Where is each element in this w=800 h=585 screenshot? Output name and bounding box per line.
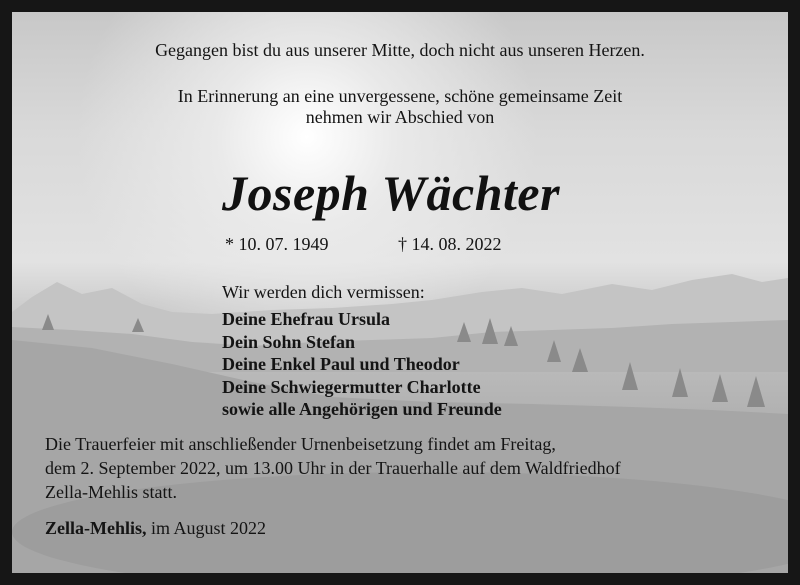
closing-place: Zella-Mehlis, <box>45 518 147 538</box>
mourner-entry: Dein Sohn Stefan <box>222 331 356 352</box>
closing-date: im August 2022 <box>151 518 267 538</box>
intro-line-2: nehmen wir Abschied von <box>305 107 495 127</box>
closing-line <box>45 518 266 539</box>
ceremony-line-3: Zella-Mehlis statt. <box>45 482 177 502</box>
ceremony-line-2: dem 2. September 2022, um 13.00 Uhr in der Trauerhalle auf dem Waldfriedhof <box>45 458 621 478</box>
intro-line-1: In Erinnerung an eine unvergessene, schöne gemeinsame Zeit <box>177 86 623 106</box>
miss-line: Wir werden dich vermissen: <box>222 282 425 302</box>
ceremony-details <box>45 432 621 504</box>
mourner-entry: Deine Schwiegermutter Charlotte <box>222 376 481 397</box>
birth-date: * 10. 07. 1949 <box>225 234 329 254</box>
ceremony-line-1: Die Trauerfeier mit anschließender Urnenbeisetzung findet am Freitag, <box>45 434 556 454</box>
mourner-entry: Deine Enkel Paul und Theodor <box>222 354 460 374</box>
mourner-entry: sowie alle Angehörigen und Freunde <box>222 399 502 419</box>
mourners-list <box>222 308 502 421</box>
mourner-entry: Deine Ehefrau Ursula <box>222 309 390 329</box>
obituary-notice <box>12 12 788 573</box>
death-date: † 14. 08. 2022 <box>398 234 502 254</box>
deceased-name: Joseph Wächter <box>222 165 561 221</box>
memorial-motto: Gegangen bist du aus unserer Mitte, doch nicht aus unseren Herzen. <box>155 40 645 60</box>
